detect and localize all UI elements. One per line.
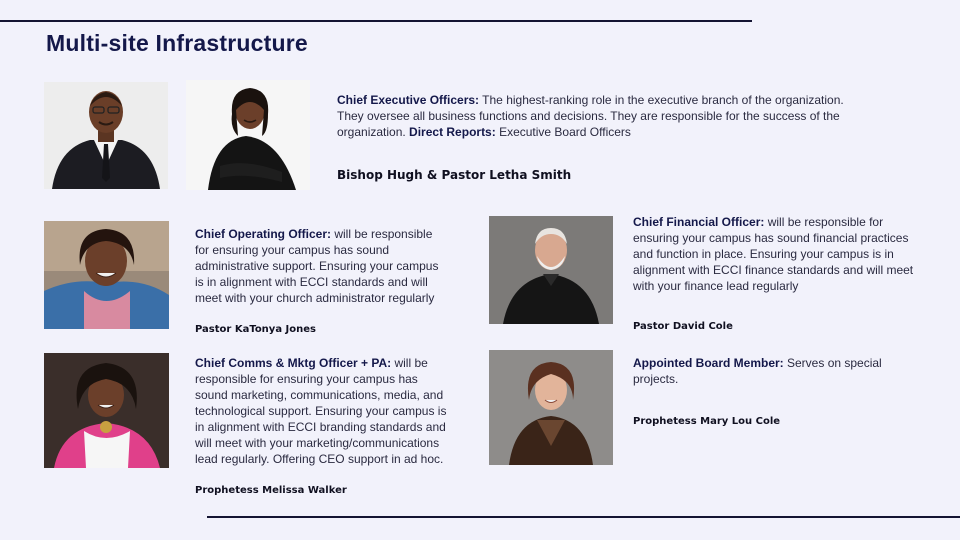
cfo-photo [489,216,613,324]
coo-text: will be responsible for ensuring your campus has sound administrative support. Ensuring your campus is in alignment with ECCI standards and will meet with your church administrator regularly [195,227,439,305]
ceo-role: Chief Executive Officers: [337,93,480,107]
coo-role: Chief Operating Officer: [195,227,332,241]
coo-description [195,226,445,306]
board-name: Prophetess Mary Lou Cole [633,416,781,427]
ceo-photo-pastor [186,80,310,190]
top-rule [0,20,752,22]
ceo-reports-text: Executive Board Officers [495,125,631,139]
ceo-photo-bishop [44,82,168,189]
board-role: Appointed Board Member: [633,356,784,370]
cfo-description [633,214,923,294]
ceo-description [337,92,867,140]
cmo-description [195,355,453,467]
bottom-rule [207,516,960,518]
coo-name: Pastor KaTonya Jones [195,324,316,335]
cmo-name: Prophetess Melissa Walker [195,485,347,496]
cmo-photo [44,353,169,468]
ceo-reports-label: Direct Reports: [409,125,496,139]
board-text: Serves on special projects. [633,356,882,386]
cmo-text: will be responsible for ensuring your campus has sound marketing, communications, media, and technological support. Ensuring your campus is in alignment with ECCI branding standards and will meet with your marketing/communications lead regularly. Offering CEO support in ad hoc. [195,356,447,466]
page-title: Multi-site Infrastructure [46,30,308,56]
cfo-text: will be responsible for ensuring your campus has sound financial practices and function in place. Ensuring your campus is in alignment with ECCI finance standards and will meet with your finance lead regularly [633,215,914,293]
coo-photo [44,221,169,329]
cfo-role: Chief Financial Officer: [633,215,765,229]
ceo-name: Bishop Hugh & Pastor Letha Smith [337,168,572,182]
cfo-name: Pastor David Cole [633,321,733,332]
ceo-text: The highest-ranking role in the executive branch of the organization. They oversee all business functions and decisions. They are responsible for the success of the organization. [337,93,844,139]
cmo-role: Chief Comms & Mktg Officer + PA: [195,356,392,370]
board-description [633,355,903,387]
board-photo [489,350,613,465]
